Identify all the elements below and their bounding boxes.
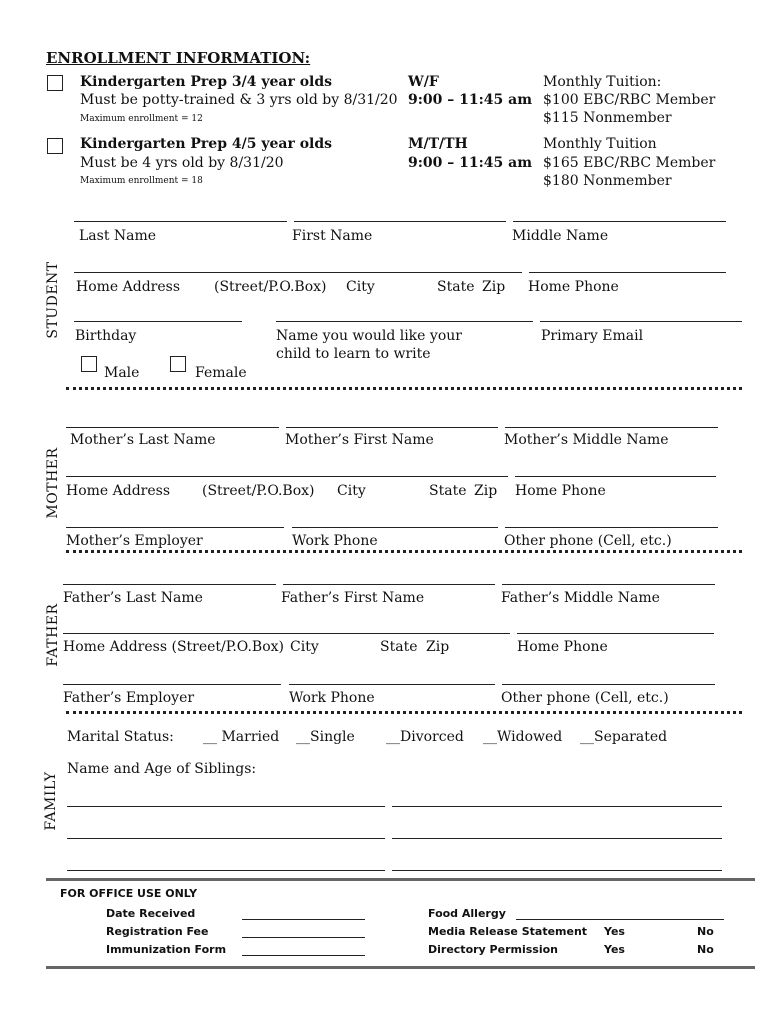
father-middle-name-label: Father’s Middle Name [501,590,660,606]
father-section-label: FATHER [45,603,61,667]
student-middle-name-field[interactable] [513,221,726,222]
food-allergy-field[interactable] [516,919,724,920]
registration-fee-label: Registration Fee [106,925,209,938]
father-work-phone-field[interactable] [289,684,495,685]
student-write-name-label-line2: child to learn to write [276,346,431,362]
date-received-label: Date Received [106,907,196,920]
immunization-form-field[interactable] [242,955,365,956]
female-checkbox[interactable] [170,356,186,372]
program-2-nonmember-price: $180 Nonmember [543,173,672,189]
student-home-phone-field[interactable] [529,272,726,273]
date-received-field[interactable] [242,919,365,920]
family-section-label: FAMILY [43,771,59,831]
student-street-label: (Street/P.O.Box) [214,279,327,295]
sibling-field[interactable] [67,838,385,839]
father-last-name-label: Father’s Last Name [63,590,203,606]
sibling-field[interactable] [67,806,385,807]
father-home-address-field[interactable] [63,633,510,634]
father-home-phone-field[interactable] [517,633,714,634]
father-state-label: State [380,639,418,655]
marital-option-widowed[interactable]: __Widowed [483,729,563,745]
directory-permission-yes[interactable]: Yes [604,943,625,956]
mother-last-name-field[interactable] [66,427,279,428]
mother-city-label: City [337,483,366,499]
father-employer-label: Father’s Employer [63,690,195,706]
father-other-phone-label: Other phone (Cell, etc.) [501,690,669,706]
student-email-label: Primary Email [541,328,644,344]
program-1-requirement: Must be potty-trained & 3 yrs old by 8/31/20 [80,92,398,108]
female-label: Female [195,365,247,381]
father-home-phone-label: Home Phone [517,639,608,655]
siblings-label: Name and Age of Siblings: [67,761,257,777]
program-1-checkbox[interactable] [47,75,63,91]
student-last-name-field[interactable] [74,221,287,222]
media-release-no[interactable]: No [697,925,714,938]
program-1-member-price: $100 EBC/RBC Member [543,92,716,108]
mother-middle-name-field[interactable] [505,427,718,428]
student-zip-label: Zip [482,279,506,295]
media-release-label: Media Release Statement [428,925,588,938]
student-home-address-field[interactable] [74,272,522,273]
mother-work-phone-field[interactable] [292,527,498,528]
immunization-form-label: Immunization Form [106,943,227,956]
father-middle-name-field[interactable] [502,584,715,585]
mother-first-name-label: Mother’s First Name [285,432,434,448]
father-first-name-label: Father’s First Name [281,590,425,606]
directory-permission-label: Directory Permission [428,943,558,956]
enrollment-heading: ENROLLMENT INFORMATION: [46,49,311,67]
student-first-name-label: First Name [292,228,373,244]
sibling-field[interactable] [392,870,722,871]
student-section-label: STUDENT [45,261,61,339]
father-city-label: City [290,639,319,655]
program-1-tuition-label: Monthly Tuition: [543,74,662,90]
student-city-label: City [346,279,375,295]
father-zip-label: Zip [426,639,450,655]
student-birthday-label: Birthday [75,328,137,344]
mother-work-phone-label: Work Phone [292,533,378,549]
mother-other-phone-label: Other phone (Cell, etc.) [504,533,672,549]
mother-home-address-label: Home Address [66,483,171,499]
student-first-name-field[interactable] [294,221,506,222]
mother-first-name-field[interactable] [286,427,498,428]
student-birthday-field[interactable] [74,321,242,322]
male-checkbox[interactable] [81,356,97,372]
program-1-time: 9:00 – 11:45 am [408,92,533,108]
marital-option-single[interactable]: __Single [296,729,355,745]
program-2-member-price: $165 EBC/RBC Member [543,155,716,171]
mother-street-label: (Street/P.O.Box) [202,483,315,499]
program-2-requirement: Must be 4 yrs old by 8/31/20 [80,155,284,171]
program-2-name: Kindergarten Prep 4/5 year olds [80,136,333,152]
mother-other-phone-field[interactable] [505,527,718,528]
program-1-nonmember-price: $115 Nonmember [543,110,672,126]
directory-permission-no[interactable]: No [697,943,714,956]
program-1-days: W/F [408,74,439,90]
father-home-address-label: Home Address (Street/P.O.Box) [63,639,284,655]
father-other-phone-field[interactable] [502,684,715,685]
program-2-max: Maximum enrollment = 18 [80,176,203,186]
mother-zip-label: Zip [474,483,498,499]
father-work-phone-label: Work Phone [289,690,375,706]
mother-home-phone-label: Home Phone [515,483,606,499]
father-employer-field[interactable] [63,684,281,685]
program-1-max: Maximum enrollment = 12 [80,114,203,124]
student-last-name-label: Last Name [79,228,157,244]
marital-option-separated[interactable]: __Separated [580,729,668,745]
program-1-name: Kindergarten Prep 3/4 year olds [80,74,333,90]
student-home-address-label: Home Address [76,279,181,295]
marital-option-married[interactable]: __ Married [203,729,280,745]
marital-status-label: Marital Status: [67,729,174,745]
marital-option-divorced[interactable]: __Divorced [386,729,464,745]
student-state-label: State [437,279,475,295]
sibling-field[interactable] [67,870,385,871]
program-2-time: 9:00 – 11:45 am [408,155,533,171]
student-email-field[interactable] [540,321,742,322]
mother-home-phone-field[interactable] [515,476,716,477]
media-release-yes[interactable]: Yes [604,925,625,938]
mother-employer-label: Mother’s Employer [66,533,203,549]
office-bottom-rule [46,966,755,969]
program-2-checkbox[interactable] [47,138,63,154]
registration-fee-field[interactable] [242,937,365,938]
section-divider [66,387,742,390]
mother-state-label: State [429,483,467,499]
student-middle-name-label: Middle Name [512,228,609,244]
program-2-tuition-label: Monthly Tuition [543,136,657,152]
program-2-days: M/T/TH [408,136,468,152]
office-top-rule [46,878,755,881]
section-divider [66,550,742,553]
student-write-name-label-line1: Name you would like your [276,328,462,344]
sibling-field[interactable] [392,806,722,807]
mother-employer-field[interactable] [66,527,284,528]
student-write-name-field[interactable] [276,321,533,322]
father-last-name-field[interactable] [63,584,276,585]
student-home-phone-label: Home Phone [528,279,619,295]
mother-section-label: MOTHER [45,447,61,519]
mother-home-address-field[interactable] [66,476,508,477]
section-divider [66,711,742,714]
office-heading: FOR OFFICE USE ONLY [60,887,198,900]
food-allergy-label: Food Allergy [428,907,506,920]
mother-last-name-label: Mother’s Last Name [70,432,216,448]
mother-middle-name-label: Mother’s Middle Name [504,432,669,448]
father-first-name-field[interactable] [283,584,495,585]
sibling-field[interactable] [392,838,722,839]
male-label: Male [104,365,140,381]
